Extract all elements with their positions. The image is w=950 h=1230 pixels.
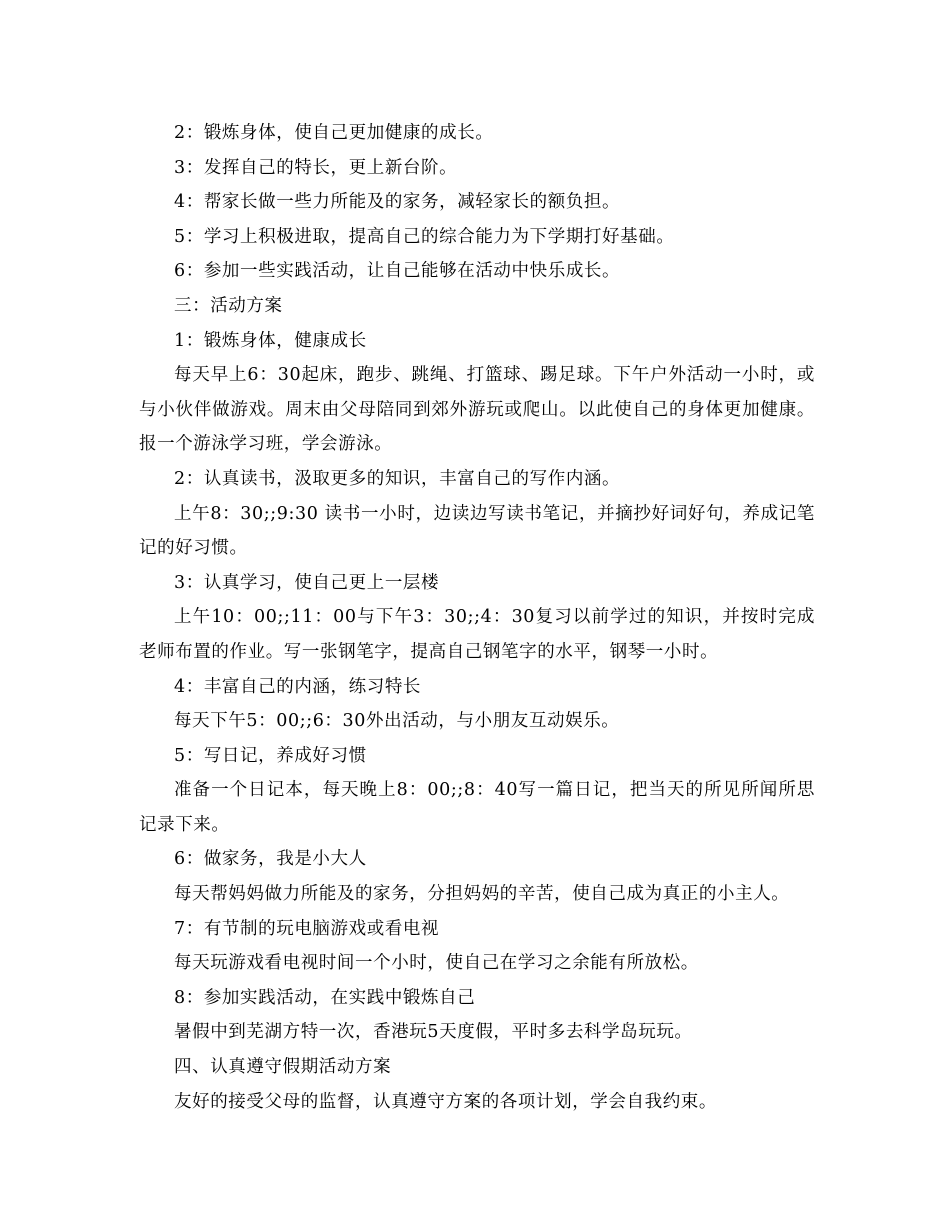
activity-2-body: 上午8：30;;9:30 读书一小时，边读边写读书笔记，并摘抄好词好句，养成记笔记的好习惯。: [139, 503, 815, 559]
activity-3-heading: 3：认真学习，使自己更上一层楼: [174, 572, 440, 593]
compliance-body: 友好的接受父母的监督，认真遵守方案的各项计划，学会自我约束。: [174, 1091, 717, 1112]
activity-8-body: 暑假中到芜湖方特一次，香港玩5天度假，平时多去科学岛玩玩。: [174, 1022, 693, 1043]
goal-4: 4：帮家长做一些力所能及的家务，减轻家长的额负担。: [174, 192, 621, 213]
activity-1-body: 每天早上6：30起床，跑步、跳绳、打篮球、踢足球。下午户外活动一小时，或与小伙伴做游戏。周末由父母陪同到郊外游玩或爬山。以此使自己的身体更加健康。报一个游泳学习班，学会游泳。: [139, 365, 815, 455]
goal-3: 3：发挥自己的特长，更上新台阶。: [174, 157, 458, 178]
activity-6-heading: 6：做家务，我是小大人: [174, 849, 367, 870]
activity-2-heading: 2：认真读书，汲取更多的知识，丰富自己的写作内涵。: [174, 468, 621, 489]
activity-4-body: 每天下午5：00;;6：30外出活动，与小朋友互动娱乐。: [174, 711, 620, 732]
activity-1-heading: 1：锻炼身体，健康成长: [174, 330, 367, 351]
activity-6-body: 每天帮妈妈做力所能及的家务，分担妈妈的辛苦，使自己成为真正的小主人。: [174, 884, 790, 905]
section-heading-compliance: 四、认真遵守假期活动方案: [174, 1057, 392, 1078]
activity-8-heading: 8：参加实践活动，在实践中锻炼自己: [174, 987, 476, 1008]
goal-6: 6：参加一些实践活动，让自己能够在活动中快乐成长。: [174, 261, 621, 282]
section-heading-activity-plan: 三：活动方案: [174, 295, 283, 316]
activity-5-body: 准备一个日记本，每天晚上8：00;;8：40写一篇日记，把当天的所见所闻所思记录下来。: [139, 780, 815, 835]
activity-3-body: 上午10：00;;11：00与下午3：30;;4：30复习以前学过的知识，并按时完成老师布置的作业。写一张钢笔字，提高自己钢笔字的水平，钢琴一小时。: [139, 607, 815, 662]
goal-5: 5：学习上积极进取，提高自己的综合能力为下学期打好基础。: [174, 226, 675, 247]
activity-7-body: 每天玩游戏看电视时间一个小时，使自己在学习之余能有所放松。: [174, 953, 699, 974]
document-body: [139, 116, 815, 1119]
activity-5-heading: 5：写日记，养成好习惯: [174, 745, 367, 766]
activity-4-heading: 4：丰富自己的内涵，练习特长: [174, 676, 422, 697]
activity-7-heading: 7：有节制的玩电脑游戏或看电视: [174, 918, 440, 939]
goal-2: 2：锻炼身体，使自己更加健康的成长。: [174, 123, 494, 143]
